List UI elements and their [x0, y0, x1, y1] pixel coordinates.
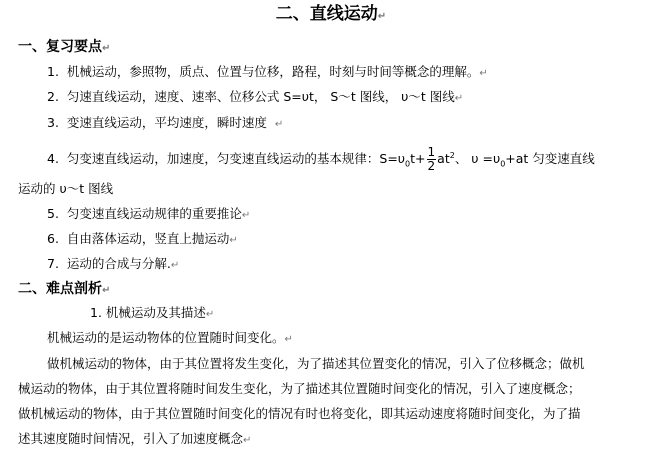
list-item: 5. 匀变速直线运动规律的重要推论↵: [47, 206, 251, 221]
paragraph-mark: ↵: [102, 43, 111, 54]
section-heading-review: 一、复习要点↵: [18, 39, 111, 55]
paragraph-line: 械运动的物体，由于其位置将随时间发生变化，为了描述其位置随时间变化的情况，引入了速度概念；: [18, 381, 581, 396]
paragraph-line: 机械运动的是运动物体的位置随时间变化。↵: [47, 330, 293, 345]
subheading: 1. 机械运动及其描述↵: [90, 305, 215, 320]
fraction: $\frac{1}{2}$: [427, 145, 436, 174]
list-item-wrap: 运动的 υ〜t 图线: [18, 181, 114, 196]
list-item-formula: 4. 匀变速直线运动，加速度，匀变速直线运动的基本规律：$S=\upsilon_0t+$ $\frac{1}{2}$ $at^2$、 $\upsilon =\upsilon_0+at$ 匀变速直线: [47, 145, 595, 174]
section-heading-analysis: 二、难点剖析↵: [18, 281, 111, 297]
paragraph-mark: ↵: [377, 11, 387, 22]
paragraph-line: 做机械运动的物体，由于其位置将发生变化，为了描述其位置变化的情况，引入了位移概念；做机: [47, 356, 585, 371]
list-item: 6. 自由落体运动，竖直上抛运动↵: [47, 231, 238, 246]
paragraph-line: 做机械运动的物体，由于其位置随时间变化的情况有时也将变化，即其运动速度将随时间变化，为了描: [18, 406, 581, 421]
list-item: 2. 匀速直线运动，速度、速率、位移公式 S=υt， S〜t 图线， υ〜t 图线↵: [47, 89, 464, 104]
list-item: 7. 运动的合成与分解.↵: [47, 256, 180, 271]
list-item: 3. 变速直线运动，平均速度，瞬时速度 ↵: [47, 115, 284, 130]
paragraph-line: 述其速度随时间情况，引入了加速度概念↵: [18, 431, 252, 446]
page-title: 二、直线运动↵: [275, 4, 387, 24]
list-item: 1. 机械运动，参照物，质点、位置与位移，路程，时刻与时间等概念的理解。↵: [47, 64, 488, 79]
